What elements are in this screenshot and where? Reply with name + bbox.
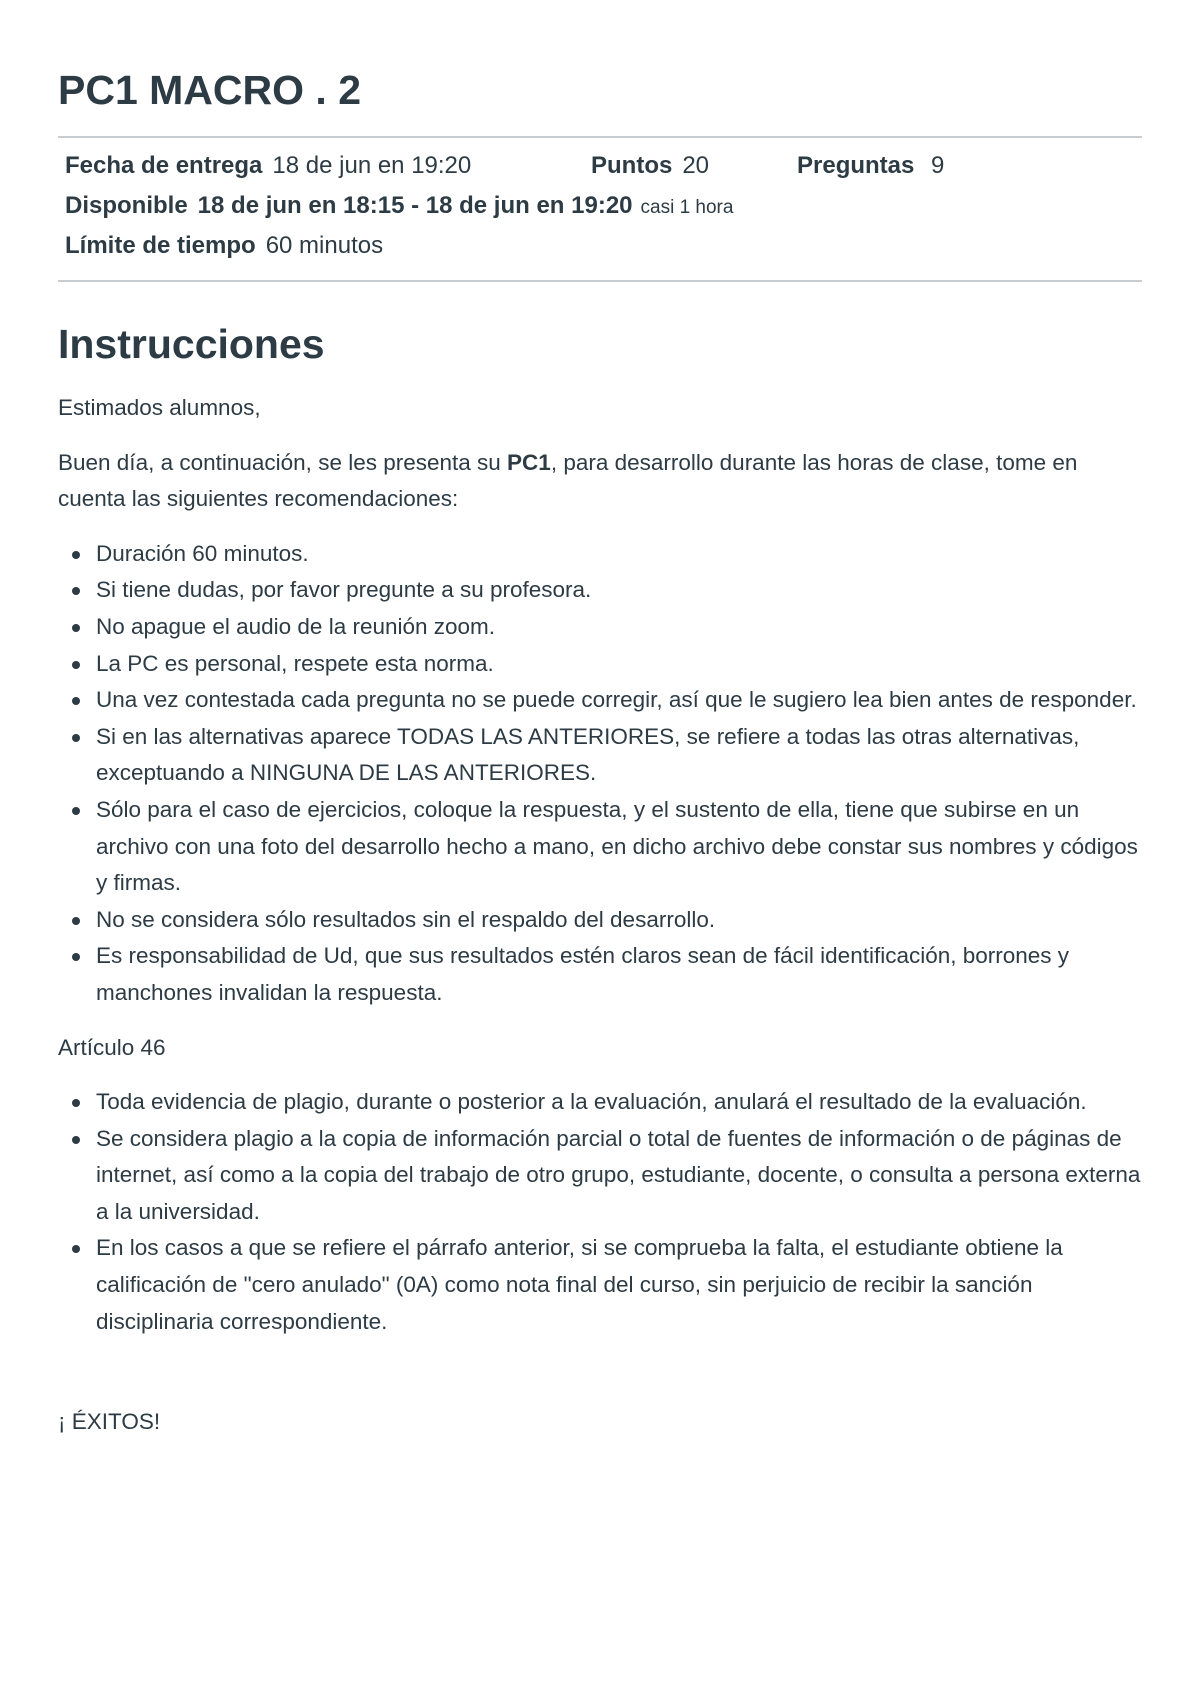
article-label: Artículo 46: [58, 1034, 166, 1060]
available-value: 18 de jun en 18:15 - 18 de jun en 19:20: [197, 192, 633, 219]
time-limit-label: Límite de tiempo: [65, 232, 256, 259]
available-label: Disponible: [65, 192, 188, 219]
instructions-body: [58, 390, 1142, 1441]
points-label: Puntos: [591, 152, 673, 179]
list-item: Si en las alternativas aparece TODAS LAS ANTERIORES, se refiere a todas las otras alternativas, exceptuando a NINGUNA DE LAS ANTERIORES.: [96, 719, 1142, 792]
available-note: casi 1 hora: [640, 197, 734, 218]
list-item: La PC es personal, respete esta norma.: [96, 646, 1142, 683]
details-row-1: [65, 146, 1135, 186]
spacer: [58, 1358, 1142, 1404]
list-item: Una vez contestada cada pregunta no se puede corregir, así que le sugiero lea bien antes de responder.: [96, 682, 1142, 719]
list-item: Si tiene dudas, por favor pregunte a su profesora.: [96, 572, 1142, 609]
intro-paragraph: [58, 445, 1142, 518]
intro-text-end: , para desarrollo durante las horas de clase, tome en cuenta las siguientes recomendaciones:: [58, 449, 1078, 512]
page-title: PC1 MACRO . 2: [58, 67, 361, 113]
intro-bold: PC1: [507, 449, 551, 475]
list-item: Toda evidencia de plagio, durante o posterior a la evaluación, anulará el resultado de la evaluación.: [96, 1084, 1142, 1121]
list-item: No apague el audio de la reunión zoom.: [96, 609, 1142, 646]
article-list: [58, 1084, 1142, 1340]
list-item: Se considera plagio a la copia de información parcial o total de fuentes de información o de páginas de internet, así como a la copia del trabajo de otro grupo, estudiante, docente, o consulta a persona externa a la universidad.: [96, 1121, 1142, 1231]
details-row-3: [65, 226, 1135, 266]
questions-label: Preguntas: [797, 152, 915, 179]
details-row-2: [65, 186, 1135, 226]
greeting: Estimados alumnos,: [58, 395, 261, 420]
list-item: En los casos a que se refiere el párrafo anterior, si se comprueba la falta, el estudiante obtiene la calificación de "cero anulado" (0A) como nota final del curso, sin perjuicio de recibir la sanción disciplinaria correspondiente.: [96, 1230, 1142, 1340]
instructions-heading: Instrucciones: [58, 321, 325, 367]
questions-value: 9: [931, 152, 945, 179]
time-limit-value: 60 minutos: [265, 232, 384, 259]
list-item: Sólo para el caso de ejercicios, coloque la respuesta, y el sustento de ella, tiene que subirse en un archivo con una foto del desarrollo hecho a mano, en dicho archivo debe constar sus nombres y códigos y firmas.: [96, 792, 1142, 902]
closing-text: ¡ ÉXITOS!: [58, 1409, 161, 1435]
intro-text-start: Buen día, a continuación, se les presenta su: [58, 449, 508, 475]
list-item: Es responsabilidad de Ud, que sus resultados estén claros sean de fácil identificación, borrones y manchones invalidan la respuesta.: [96, 938, 1142, 1011]
list-item: No se considera sólo resultados sin el respaldo del desarrollo.: [96, 902, 1142, 939]
recommendations-list: [58, 536, 1142, 1012]
due-value: 18 de jun en 19:20: [272, 152, 472, 179]
due-label: Fecha de entrega: [65, 152, 263, 179]
points-value: 20: [682, 152, 710, 179]
divider: [58, 280, 1142, 282]
list-item: Duración 60 minutos.: [96, 536, 1142, 573]
quiz-details: [58, 138, 1142, 280]
